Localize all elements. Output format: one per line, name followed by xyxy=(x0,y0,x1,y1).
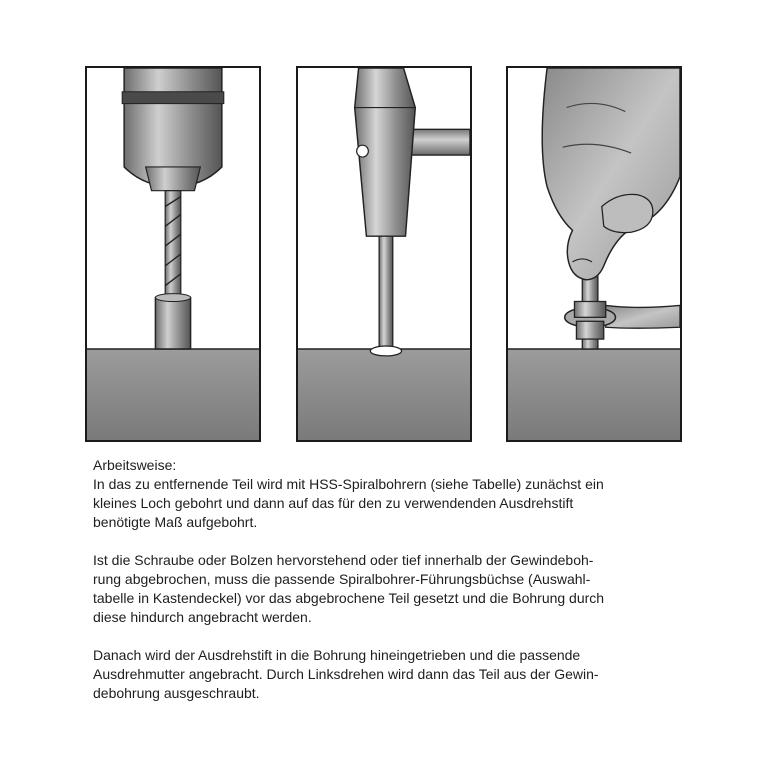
illustration-unscrewing xyxy=(506,66,682,442)
guide-bushing xyxy=(155,298,190,349)
instructions-text xyxy=(93,456,703,722)
hammer-illustration xyxy=(298,68,470,440)
workpiece-surface xyxy=(87,349,259,440)
instructions-paragraph-1: In das zu entfernende Teil wird mit HSS-Spiralbohrern (siehe Tabelle) zunächst ein kleines Loch gebohrt und dann auf das für den zu verwendenden Ausdrehstift benötigte Maß aufgebohrt. xyxy=(93,476,604,530)
hammer-handle xyxy=(406,129,471,155)
tap-wrench-arm xyxy=(606,305,680,328)
instructions-heading: Arbeitsweise: xyxy=(93,457,177,473)
wrench-illustration xyxy=(508,68,680,440)
illustration-drilling xyxy=(85,66,261,442)
drill-illustration xyxy=(87,68,259,440)
extractor-pin xyxy=(379,236,393,349)
instructions-paragraph-2: Ist die Schraube oder Bolzen hervorstehend oder tief innerhalb der Gewindeboh- rung abgebrochen, muss die passende Spiralbohrer-Führungsbüchse (Auswahl- tabelle in Kastendeckel) vor das abgebrochene Teil gesetzt und die Bohrung durch diese hindurch angebracht werden. xyxy=(93,552,605,625)
workpiece-surface xyxy=(508,349,680,440)
hand xyxy=(542,68,680,280)
illustration-hammering xyxy=(296,66,472,442)
workpiece-surface xyxy=(298,349,470,440)
instructions-paragraph-3: Danach wird der Ausdrehstift in die Bohrung hineingetrieben und die passende Ausdrehmutter angebracht. Durch Linksdrehen wird dann das Teil aus der Gewin- debohrung ausgeschraubt. xyxy=(93,647,599,701)
